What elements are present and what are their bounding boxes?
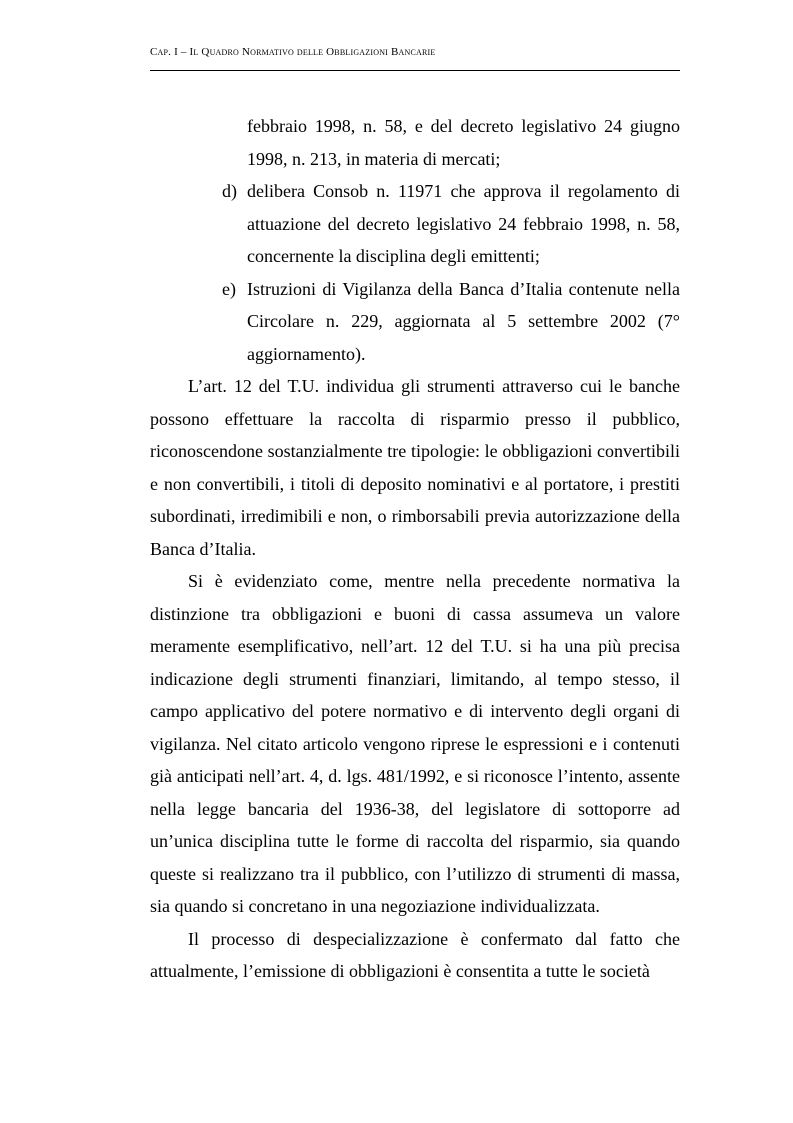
paragraph: Si è evidenziato come, mentre nella precedente normativa la distinzione tra obbligazioni e buoni di cassa assumeva un valore meramente esemplificativo, nell’art. 12 del T.U. si ha una più precisa indicazione degli strumenti finanziari, limitando, al tempo stesso, il campo applicativo del potere normativo e di intervento degli organi di vigilanza. Nel citato articolo vengono riprese le espressioni e i contenuti già anticipati nell’art. 4, d. lgs. 481/1992, e si riconosce l’intento, assente nella legge bancaria del 1936-38, del legislatore di sottoporre ad un’unica disciplina tutte le forme di raccolta del risparmio, sia quando queste si realizzano tra il pubblico, con l’utilizzo di strumenti di massa, sia quando si concretano in una negoziazione individualizzata. xyxy=(150,571,680,916)
running-header: Cap. I – Il Quadro Normativo delle Obbligazioni Bancarie xyxy=(150,46,436,58)
list-item-text: delibera Consob n. 11971 che approva il regolamento di attuazione del decreto legislativo 24 febbraio 1998, n. 58, concernente la disciplina degli emittenti; xyxy=(247,181,680,266)
paragraph: Il processo di despecializzazione è confermato dal fatto che attualmente, l’emissione di obbligazioni è consentita a tutte le società xyxy=(150,928,680,981)
list-marker: e) xyxy=(222,278,236,299)
header-divider xyxy=(150,70,680,71)
paragraph: L’art. 12 del T.U. individua gli strumenti attraverso cui le banche possono effettuare la raccolta di risparmio presso il pubblico, riconoscendone sostanzialmente tre tipologie: le obbligazioni convertibili e non convertibili, i titoli di deposito nominativi e al portatore, i prestiti subordinati, irredimibili e non, o rimborsabili previa autorizzazione della Banca d’Italia. xyxy=(150,376,680,559)
list-item xyxy=(222,273,680,371)
list-item-continuation: febbraio 1998, n. 58, e del decreto legislativo 24 giugno 1998, n. 213, in materia di mercati; xyxy=(247,116,680,169)
page-body xyxy=(150,110,680,988)
list-marker: d) xyxy=(222,181,237,201)
list-item xyxy=(222,175,680,273)
list-item-text: Istruzioni di Vigilanza della Banca d’Italia contenute nella Circolare n. 229, aggiornata al 5 settembre 2002 (7° aggiornamento). xyxy=(247,278,680,364)
